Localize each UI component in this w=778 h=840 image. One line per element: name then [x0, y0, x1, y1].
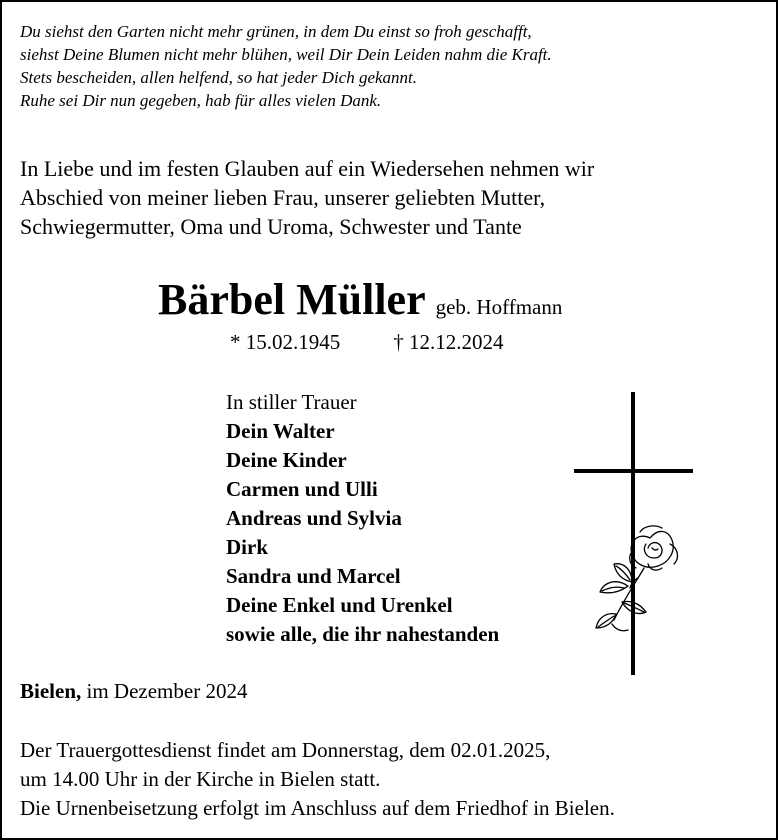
poem-line: Stets bescheiden, allen helfend, so hat jeder Dich gekannt.	[20, 68, 418, 87]
intro-text	[20, 154, 594, 241]
memorial-poem	[20, 20, 552, 112]
rose-icon	[588, 520, 688, 636]
intro-line: Schwiegermutter, Oma und Uroma, Schwester und Tante	[20, 214, 522, 239]
poem-line: siehst Deine Blumen nicht mehr blühen, weil Dir Dein Leiden nahm die Kraft.	[20, 45, 552, 64]
service-info	[20, 736, 615, 823]
intro-line: Abschied von meiner lieben Frau, unserer geliebten Mutter,	[20, 185, 546, 210]
mourners-heading: In stiller Trauer	[226, 390, 357, 414]
place-date-line	[20, 679, 247, 704]
deceased-name: Bärbel Müller	[158, 275, 426, 324]
cross-horizontal-bar	[574, 469, 693, 473]
intro-line: In Liebe und im festen Glauben auf ein Wiedersehen nehmen wir	[20, 156, 595, 181]
mourners-list	[226, 388, 499, 649]
place-city: Bielen,	[20, 679, 82, 703]
mourner-name: Dein Walter	[226, 419, 335, 443]
mourner-name: sowie alle, die ihr nahestanden	[226, 622, 500, 646]
mourner-name: Dirk	[226, 535, 268, 559]
service-line: Die Urnenbeisetzung erfolgt im Anschluss auf dem Friedhof in Bielen.	[20, 796, 615, 820]
death-date: † 12.12.2024	[393, 330, 504, 354]
maiden-name: geb. Hoffmann	[435, 295, 563, 319]
mourner-name: Andreas und Sylvia	[226, 506, 402, 530]
birth-date: * 15.02.1945	[230, 330, 341, 354]
life-dates	[230, 330, 504, 355]
service-line: um 14.00 Uhr in der Kirche in Bielen statt.	[20, 767, 381, 791]
poem-line: Ruhe sei Dir nun gegeben, hab für alles vielen Dank.	[20, 91, 382, 110]
mourner-name: Sandra und Marcel	[226, 564, 401, 588]
deceased-name-line	[158, 274, 562, 325]
service-line: Der Trauergottesdienst findet am Donnerstag, dem 02.01.2025,	[20, 738, 551, 762]
poem-line: Du siehst den Garten nicht mehr grünen, in dem Du einst so froh geschafft,	[20, 22, 532, 41]
mourner-name: Deine Enkel und Urenkel	[226, 593, 453, 617]
mourner-name: Carmen und Ulli	[226, 477, 378, 501]
mourner-name: Deine Kinder	[226, 448, 347, 472]
place-date: im Dezember 2024	[86, 679, 248, 703]
